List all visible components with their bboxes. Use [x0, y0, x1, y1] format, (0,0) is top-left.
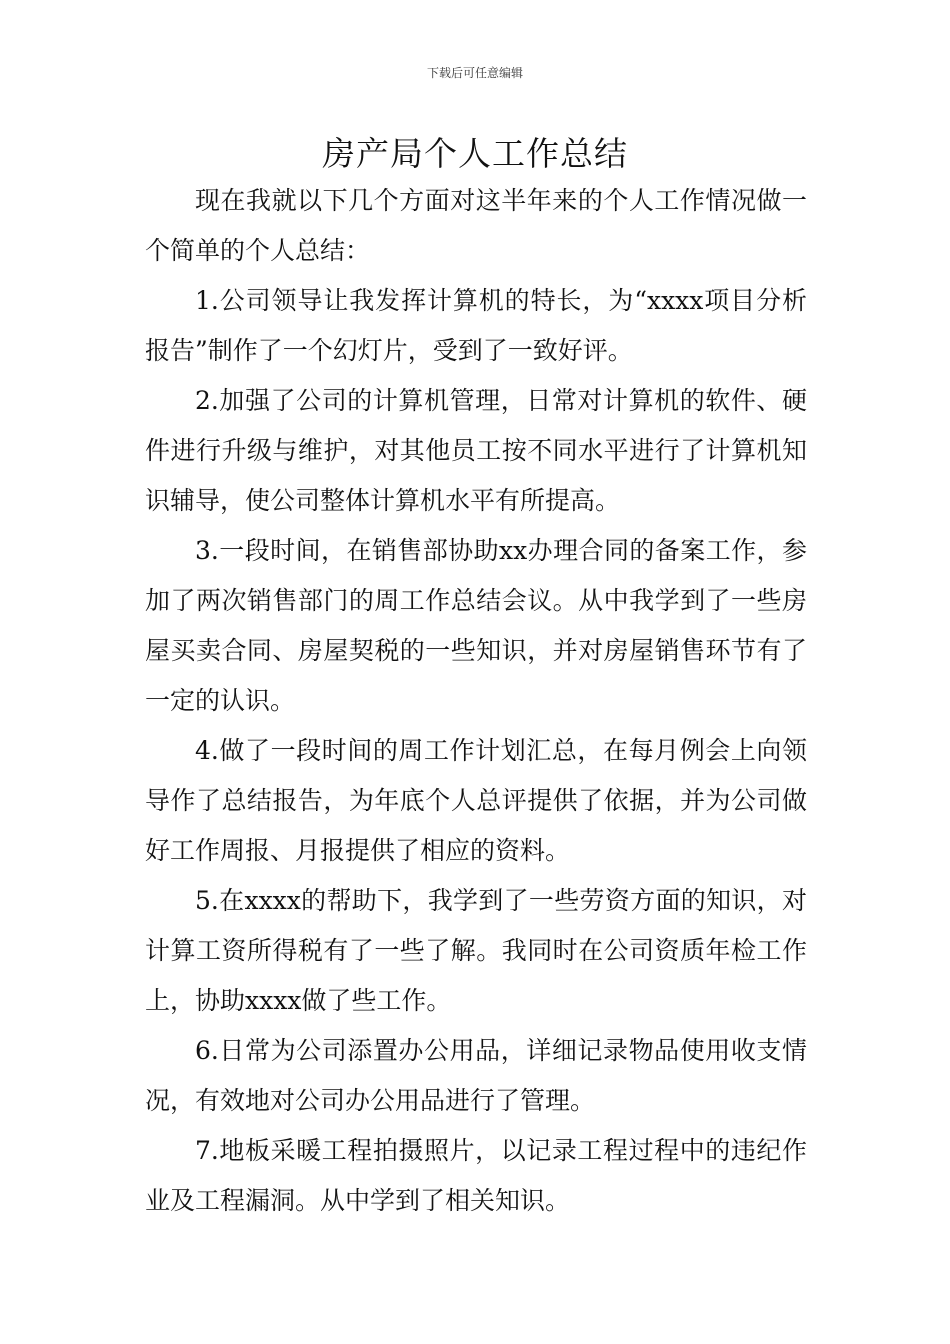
paragraph-item-6: 6.日常为公司添置办公用品，详细记录物品使用收支情况，有效地对公司办公用品进行了管理。 [145, 1036, 807, 1115]
paragraph-item-4: 4.做了一段时间的周工作计划汇总，在每月例会上向领导作了总结报告，为年底个人总评提供了依据，并为公司做好工作周报、月报提供了相应的资料。 [145, 736, 807, 865]
paragraph-item-3: 3.一段时间，在销售部协助xx办理合同的备案工作，参加了两次销售部门的周工作总结会议。从中我学到了一些房屋买卖合同、房屋契税的一些知识，并对房屋销售环节有了一定的认识。 [145, 536, 807, 715]
document-body [145, 176, 807, 1226]
paragraph-item-1: 1.公司领导让我发挥计算机的特长，为“xxxx项目分析报告”制作了一个幻灯片，受到了一致好评。 [145, 286, 807, 365]
paragraph-intro: 现在我就以下几个方面对这半年来的个人工作情况做一个简单的个人总结： [145, 186, 807, 265]
paragraph-item-7: 7.地板采暖工程拍摄照片，以记录工程过程中的违纪作业及工程漏洞。从中学到了相关知识。 [145, 1136, 807, 1215]
paragraph-item-5: 5.在xxxx的帮助下，我学到了一些劳资方面的知识，对计算工资所得税有了一些了解。我同时在公司资质年检工作上，协助xxxx做了些工作。 [145, 886, 807, 1015]
paragraph-item-2: 2.加强了公司的计算机管理，日常对计算机的软件、硬件进行升级与维护，对其他员工按不同水平进行了计算机知识辅导，使公司整体计算机水平有所提高。 [145, 386, 807, 515]
document-title: 房产局个人工作总结 [322, 134, 628, 173]
header-note: 下载后可任意编辑 [426, 66, 523, 80]
